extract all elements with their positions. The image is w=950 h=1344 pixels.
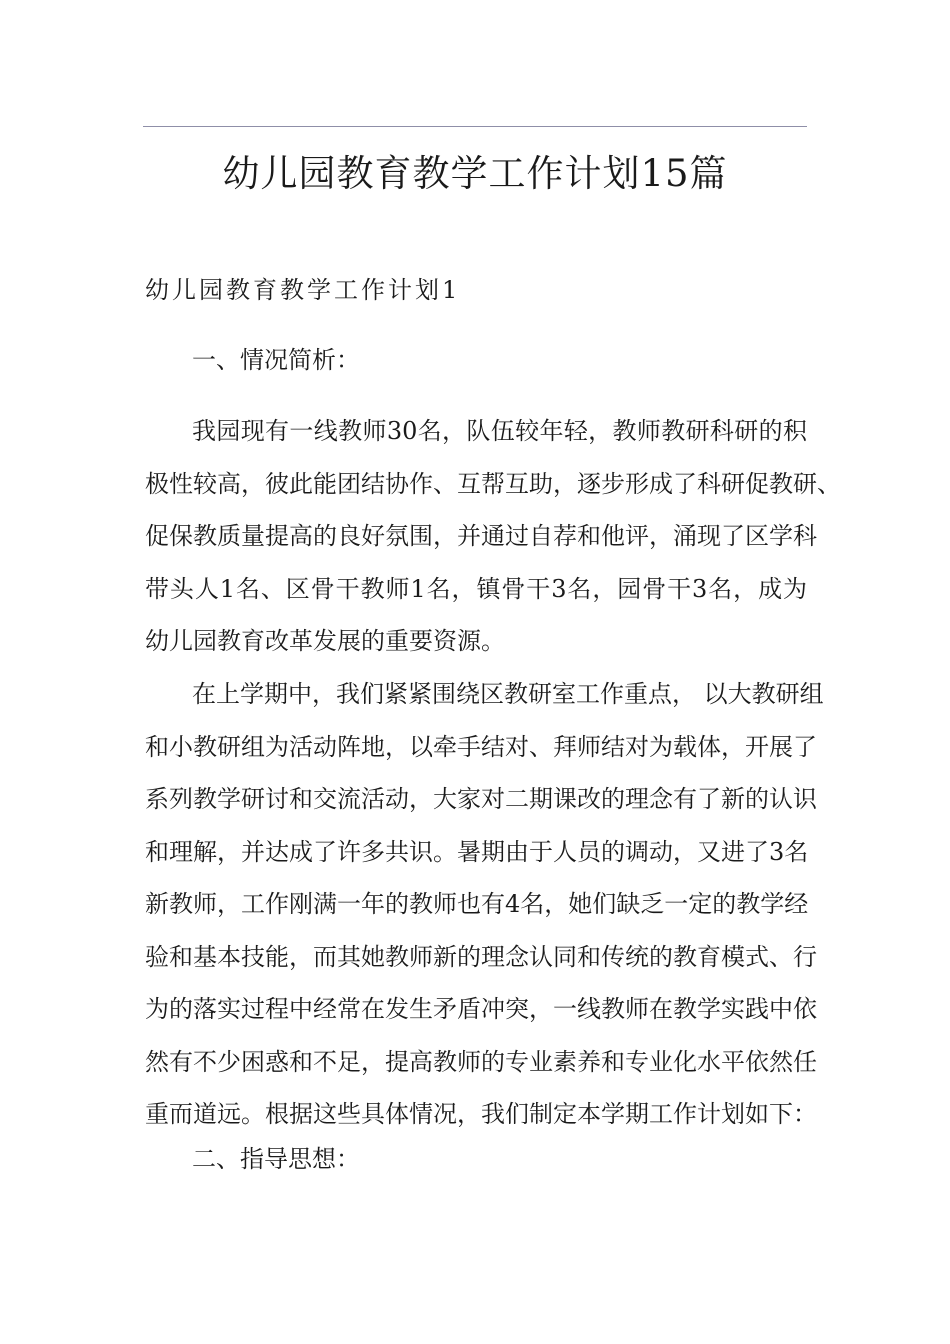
- text-line: 系列教学研讨和交流活动，大家对二期课改的理念有了新的认识: [145, 785, 817, 813]
- text-line: 极性较高，彼此能团结协作、互帮互助，逐步形成了科研促教研、: [145, 469, 841, 498]
- text-line: 幼儿园教育改革发展的重要资源。: [145, 627, 505, 655]
- text-line: 然有不少困惑和不足，提高教师的专业素养和专业化水平依然任: [145, 1047, 817, 1076]
- paragraph-situation: [145, 405, 841, 668]
- heading-guiding-ideology: 二、指导思想：: [192, 1145, 360, 1173]
- text-line: 和小教研组为活动阵地，以牵手结对、拜师结对为载体，开展了: [145, 732, 817, 761]
- paragraph-previous-semester: [145, 668, 824, 1141]
- document-title: 幼儿园教育教学工作计划15篇: [222, 152, 728, 195]
- text-line: 带头人1名、区骨干教师1名，镇骨干3名，园骨干3名，成为: [145, 574, 807, 603]
- text-line: 重而道远。根据这些具体情况，我们制定本学期工作计划如下：: [145, 1100, 817, 1128]
- text-line: 和理解，并达成了许多共识。暑期由于人员的调动，又进了3名: [145, 837, 809, 866]
- text-line: 为的落实过程中经常在发生矛盾冲突，一线教师在教学实践中依: [145, 995, 817, 1023]
- text-line: 新教师，工作刚满一年的教师也有4名，她们缺乏一定的教学经: [145, 890, 809, 918]
- text-line: 验和基本技能，而其她教师新的理念认同和传统的教育模式、行: [145, 942, 817, 971]
- header-rule: [143, 126, 807, 127]
- heading-situation-analysis: 一、情况简析：: [192, 346, 360, 374]
- text-line: 在上学期中，我们紧紧围绕区教研室工作重点， 以大教研组: [192, 680, 824, 708]
- section-title: 幼儿园教育教学工作计划1: [145, 276, 461, 304]
- text-line: 促保教质量提高的良好氛围，并通过自荐和他评，涌现了区学科: [145, 522, 817, 550]
- text-line: 我园现有一线教师30名，队伍较年轻，教师教研科研的积: [192, 417, 807, 445]
